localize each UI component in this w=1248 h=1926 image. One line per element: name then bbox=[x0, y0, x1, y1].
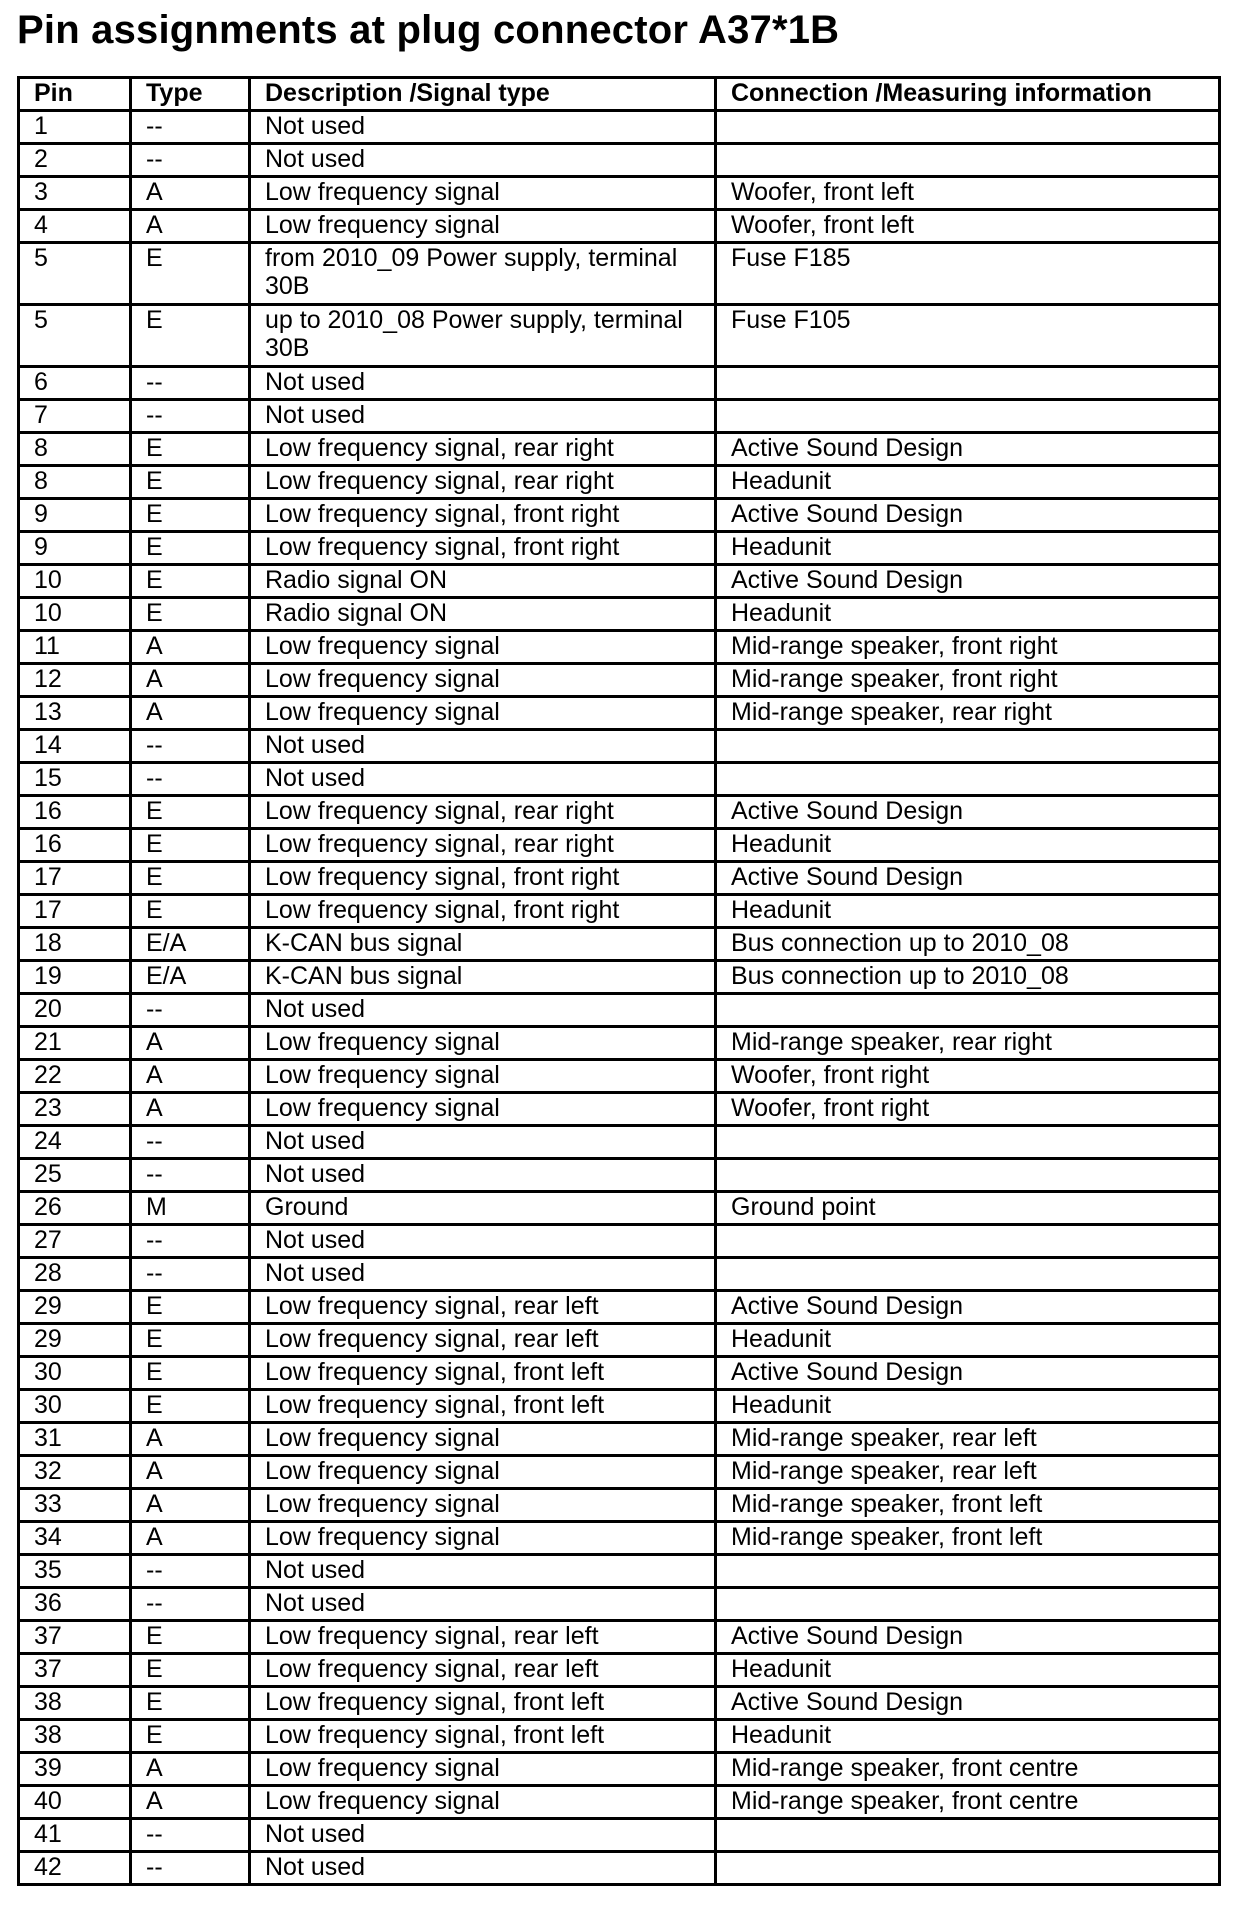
type-cell: E bbox=[131, 499, 250, 532]
type-cell: A bbox=[131, 697, 250, 730]
table-row bbox=[19, 1060, 1220, 1093]
type-cell: A bbox=[131, 1489, 250, 1522]
connection-cell bbox=[716, 730, 1220, 763]
type-cell: -- bbox=[131, 1126, 250, 1159]
table-row bbox=[19, 1027, 1220, 1060]
type-cell: E bbox=[131, 243, 250, 305]
type-cell: A bbox=[131, 1060, 250, 1093]
table-row bbox=[19, 763, 1220, 796]
description-cell: Low frequency signal, front right bbox=[250, 499, 716, 532]
table-row bbox=[19, 433, 1220, 466]
table-row bbox=[19, 796, 1220, 829]
connection-cell: Headunit bbox=[716, 895, 1220, 928]
description-cell: Not used bbox=[250, 1588, 716, 1621]
description-cell: Not used bbox=[250, 1258, 716, 1291]
type-cell: -- bbox=[131, 400, 250, 433]
description-cell: Not used bbox=[250, 763, 716, 796]
description-cell: Low frequency signal, front left bbox=[250, 1390, 716, 1423]
description-cell: Low frequency signal bbox=[250, 1093, 716, 1126]
table-row bbox=[19, 598, 1220, 631]
table-row bbox=[19, 1555, 1220, 1588]
type-cell: -- bbox=[131, 1258, 250, 1291]
description-cell: K-CAN bus signal bbox=[250, 961, 716, 994]
description-cell: Low frequency signal, front right bbox=[250, 862, 716, 895]
type-cell: -- bbox=[131, 111, 250, 144]
description-cell: Low frequency signal bbox=[250, 1456, 716, 1489]
type-cell: E bbox=[131, 895, 250, 928]
type-cell: -- bbox=[131, 763, 250, 796]
pin-cell: 38 bbox=[19, 1687, 131, 1720]
connection-cell: Active Sound Design bbox=[716, 1687, 1220, 1720]
type-cell: E bbox=[131, 1687, 250, 1720]
table-row bbox=[19, 1654, 1220, 1687]
table-row bbox=[19, 305, 1220, 367]
connection-cell: Mid-range speaker, front left bbox=[716, 1522, 1220, 1555]
connection-cell: Woofer, front right bbox=[716, 1093, 1220, 1126]
pin-cell: 5 bbox=[19, 243, 131, 305]
header-description: Description /Signal type bbox=[250, 78, 716, 111]
description-cell: Not used bbox=[250, 1852, 716, 1885]
connection-cell: Headunit bbox=[716, 1324, 1220, 1357]
table-row bbox=[19, 1192, 1220, 1225]
header-connection: Connection /Measuring information bbox=[716, 78, 1220, 111]
table-row bbox=[19, 1390, 1220, 1423]
connection-cell: Fuse F185 bbox=[716, 243, 1220, 305]
connection-cell: Woofer, front right bbox=[716, 1060, 1220, 1093]
connection-cell: Mid-range speaker, rear left bbox=[716, 1423, 1220, 1456]
table-row bbox=[19, 1225, 1220, 1258]
pin-cell: 14 bbox=[19, 730, 131, 763]
description-cell: Not used bbox=[250, 111, 716, 144]
connection-cell: Mid-range speaker, rear left bbox=[716, 1456, 1220, 1489]
type-cell: E bbox=[131, 565, 250, 598]
description-cell: Low frequency signal bbox=[250, 1786, 716, 1819]
type-cell: -- bbox=[131, 1555, 250, 1588]
connection-cell: Headunit bbox=[716, 598, 1220, 631]
pin-cell: 32 bbox=[19, 1456, 131, 1489]
connection-cell bbox=[716, 763, 1220, 796]
connection-cell bbox=[716, 400, 1220, 433]
table-header-row bbox=[19, 78, 1220, 111]
pin-cell: 24 bbox=[19, 1126, 131, 1159]
header-type: Type bbox=[131, 78, 250, 111]
table-row bbox=[19, 829, 1220, 862]
pin-cell: 26 bbox=[19, 1192, 131, 1225]
connection-cell bbox=[716, 1819, 1220, 1852]
connection-cell: Active Sound Design bbox=[716, 1357, 1220, 1390]
description-cell: Low frequency signal bbox=[250, 1060, 716, 1093]
type-cell: E bbox=[131, 466, 250, 499]
table-row bbox=[19, 1324, 1220, 1357]
table-row bbox=[19, 1819, 1220, 1852]
type-cell: E bbox=[131, 433, 250, 466]
type-cell: A bbox=[131, 1753, 250, 1786]
type-cell: M bbox=[131, 1192, 250, 1225]
pin-assignment-table bbox=[17, 76, 1221, 1886]
pin-cell: 10 bbox=[19, 598, 131, 631]
pin-cell: 29 bbox=[19, 1324, 131, 1357]
description-cell: Ground bbox=[250, 1192, 716, 1225]
pin-cell: 3 bbox=[19, 177, 131, 210]
connection-cell: Mid-range speaker, rear right bbox=[716, 1027, 1220, 1060]
pin-cell: 40 bbox=[19, 1786, 131, 1819]
page-title: Pin assignments at plug connector A37*1B bbox=[17, 8, 840, 52]
type-cell: -- bbox=[131, 1159, 250, 1192]
description-cell: Not used bbox=[250, 1159, 716, 1192]
description-cell: Low frequency signal bbox=[250, 1027, 716, 1060]
description-cell: K-CAN bus signal bbox=[250, 928, 716, 961]
pin-cell: 15 bbox=[19, 763, 131, 796]
pin-cell: 1 bbox=[19, 111, 131, 144]
description-cell: Low frequency signal, front right bbox=[250, 532, 716, 565]
pin-cell: 8 bbox=[19, 433, 131, 466]
pin-cell: 19 bbox=[19, 961, 131, 994]
type-cell: -- bbox=[131, 367, 250, 400]
table-row bbox=[19, 1357, 1220, 1390]
type-cell: A bbox=[131, 1456, 250, 1489]
description-cell: Not used bbox=[250, 1819, 716, 1852]
pin-cell: 16 bbox=[19, 796, 131, 829]
description-cell: Not used bbox=[250, 994, 716, 1027]
type-cell: A bbox=[131, 631, 250, 664]
table-row bbox=[19, 367, 1220, 400]
connection-cell: Headunit bbox=[716, 1654, 1220, 1687]
table-row bbox=[19, 177, 1220, 210]
pin-cell: 20 bbox=[19, 994, 131, 1027]
table-row bbox=[19, 144, 1220, 177]
pin-cell: 9 bbox=[19, 532, 131, 565]
connection-cell: Active Sound Design bbox=[716, 1291, 1220, 1324]
description-cell: Low frequency signal, rear left bbox=[250, 1621, 716, 1654]
connection-cell: Active Sound Design bbox=[716, 796, 1220, 829]
type-cell: E bbox=[131, 829, 250, 862]
description-cell: Low frequency signal, front left bbox=[250, 1720, 716, 1753]
description-cell: from 2010_09 Power supply, terminal 30B bbox=[250, 243, 716, 305]
type-cell: E bbox=[131, 305, 250, 367]
description-cell: Radio signal ON bbox=[250, 565, 716, 598]
pin-cell: 10 bbox=[19, 565, 131, 598]
description-cell: Low frequency signal, rear right bbox=[250, 466, 716, 499]
connection-cell bbox=[716, 1852, 1220, 1885]
description-cell: Low frequency signal bbox=[250, 1489, 716, 1522]
table-row bbox=[19, 895, 1220, 928]
description-cell: Low frequency signal bbox=[250, 210, 716, 243]
pin-cell: 37 bbox=[19, 1654, 131, 1687]
description-cell: Not used bbox=[250, 144, 716, 177]
description-cell: Low frequency signal, rear left bbox=[250, 1291, 716, 1324]
connection-cell: Active Sound Design bbox=[716, 433, 1220, 466]
type-cell: -- bbox=[131, 1588, 250, 1621]
table-row bbox=[19, 1126, 1220, 1159]
description-cell: Low frequency signal bbox=[250, 631, 716, 664]
connection-cell bbox=[716, 144, 1220, 177]
type-cell: E bbox=[131, 1720, 250, 1753]
type-cell: -- bbox=[131, 730, 250, 763]
description-cell: Not used bbox=[250, 400, 716, 433]
type-cell: A bbox=[131, 1423, 250, 1456]
description-cell: up to 2010_08 Power supply, terminal 30B bbox=[250, 305, 716, 367]
description-cell: Low frequency signal bbox=[250, 1522, 716, 1555]
type-cell: E/A bbox=[131, 961, 250, 994]
table-row bbox=[19, 1687, 1220, 1720]
connection-cell: Active Sound Design bbox=[716, 862, 1220, 895]
table-row bbox=[19, 664, 1220, 697]
type-cell: E bbox=[131, 1357, 250, 1390]
table-row bbox=[19, 111, 1220, 144]
pin-cell: 35 bbox=[19, 1555, 131, 1588]
table-row bbox=[19, 1489, 1220, 1522]
pin-cell: 27 bbox=[19, 1225, 131, 1258]
pin-cell: 6 bbox=[19, 367, 131, 400]
pin-cell: 29 bbox=[19, 1291, 131, 1324]
table-row bbox=[19, 862, 1220, 895]
connection-cell: Active Sound Design bbox=[716, 499, 1220, 532]
description-cell: Not used bbox=[250, 1555, 716, 1588]
description-cell: Low frequency signal, front left bbox=[250, 1687, 716, 1720]
table-row bbox=[19, 697, 1220, 730]
table-row bbox=[19, 400, 1220, 433]
description-cell: Not used bbox=[250, 367, 716, 400]
type-cell: A bbox=[131, 210, 250, 243]
pin-cell: 31 bbox=[19, 1423, 131, 1456]
table-row bbox=[19, 730, 1220, 763]
description-cell: Not used bbox=[250, 1126, 716, 1159]
table-row bbox=[19, 210, 1220, 243]
pin-cell: 8 bbox=[19, 466, 131, 499]
pin-cell: 21 bbox=[19, 1027, 131, 1060]
table-row bbox=[19, 1159, 1220, 1192]
pin-cell: 28 bbox=[19, 1258, 131, 1291]
connection-cell: Woofer, front left bbox=[716, 210, 1220, 243]
pin-cell: 13 bbox=[19, 697, 131, 730]
type-cell: E bbox=[131, 796, 250, 829]
type-cell: A bbox=[131, 177, 250, 210]
type-cell: -- bbox=[131, 1852, 250, 1885]
table-row bbox=[19, 1753, 1220, 1786]
pin-cell: 41 bbox=[19, 1819, 131, 1852]
pin-cell: 17 bbox=[19, 895, 131, 928]
connection-cell: Fuse F105 bbox=[716, 305, 1220, 367]
pin-cell: 37 bbox=[19, 1621, 131, 1654]
table-row bbox=[19, 994, 1220, 1027]
type-cell: E bbox=[131, 1324, 250, 1357]
table-row bbox=[19, 243, 1220, 305]
table-row bbox=[19, 1720, 1220, 1753]
table-row bbox=[19, 532, 1220, 565]
type-cell: A bbox=[131, 1093, 250, 1126]
connection-cell: Active Sound Design bbox=[716, 1621, 1220, 1654]
connection-cell: Mid-range speaker, rear right bbox=[716, 697, 1220, 730]
pin-cell: 7 bbox=[19, 400, 131, 433]
description-cell: Low frequency signal bbox=[250, 1753, 716, 1786]
description-cell: Low frequency signal, front left bbox=[250, 1357, 716, 1390]
connection-cell: Bus connection up to 2010_08 bbox=[716, 961, 1220, 994]
type-cell: E bbox=[131, 1621, 250, 1654]
description-cell: Low frequency signal bbox=[250, 1423, 716, 1456]
pin-cell: 33 bbox=[19, 1489, 131, 1522]
pin-cell: 25 bbox=[19, 1159, 131, 1192]
pin-cell: 16 bbox=[19, 829, 131, 862]
connection-cell: Mid-range speaker, front centre bbox=[716, 1786, 1220, 1819]
pin-cell: 39 bbox=[19, 1753, 131, 1786]
table-row bbox=[19, 499, 1220, 532]
connection-cell: Active Sound Design bbox=[716, 565, 1220, 598]
pin-cell: 18 bbox=[19, 928, 131, 961]
description-cell: Low frequency signal bbox=[250, 177, 716, 210]
type-cell: A bbox=[131, 1027, 250, 1060]
table-row bbox=[19, 1588, 1220, 1621]
connection-cell: Mid-range speaker, front centre bbox=[716, 1753, 1220, 1786]
type-cell: -- bbox=[131, 994, 250, 1027]
type-cell: E bbox=[131, 1390, 250, 1423]
connection-cell bbox=[716, 1555, 1220, 1588]
description-cell: Not used bbox=[250, 730, 716, 763]
connection-cell: Headunit bbox=[716, 1390, 1220, 1423]
table-row bbox=[19, 466, 1220, 499]
pin-cell: 11 bbox=[19, 631, 131, 664]
connection-cell: Mid-range speaker, front right bbox=[716, 664, 1220, 697]
table-row bbox=[19, 1258, 1220, 1291]
connection-cell: Headunit bbox=[716, 532, 1220, 565]
description-cell: Low frequency signal bbox=[250, 664, 716, 697]
table-row bbox=[19, 1852, 1220, 1885]
connection-cell bbox=[716, 1588, 1220, 1621]
pin-cell: 36 bbox=[19, 1588, 131, 1621]
connection-cell: Mid-range speaker, front left bbox=[716, 1489, 1220, 1522]
connection-cell: Bus connection up to 2010_08 bbox=[716, 928, 1220, 961]
pin-cell: 2 bbox=[19, 144, 131, 177]
type-cell: E bbox=[131, 598, 250, 631]
table-row bbox=[19, 1423, 1220, 1456]
table-row bbox=[19, 1291, 1220, 1324]
description-cell: Low frequency signal, front right bbox=[250, 895, 716, 928]
connection-cell: Headunit bbox=[716, 829, 1220, 862]
table-row bbox=[19, 1621, 1220, 1654]
description-cell: Low frequency signal bbox=[250, 697, 716, 730]
pin-cell: 4 bbox=[19, 210, 131, 243]
header-pin: Pin bbox=[19, 78, 131, 111]
connection-cell bbox=[716, 1126, 1220, 1159]
connection-cell bbox=[716, 1258, 1220, 1291]
pin-cell: 23 bbox=[19, 1093, 131, 1126]
connection-cell bbox=[716, 367, 1220, 400]
connection-cell: Woofer, front left bbox=[716, 177, 1220, 210]
description-cell: Radio signal ON bbox=[250, 598, 716, 631]
type-cell: A bbox=[131, 1786, 250, 1819]
pin-cell: 12 bbox=[19, 664, 131, 697]
description-cell: Low frequency signal, rear right bbox=[250, 796, 716, 829]
type-cell: E bbox=[131, 862, 250, 895]
connection-cell: Ground point bbox=[716, 1192, 1220, 1225]
table-row bbox=[19, 961, 1220, 994]
type-cell: E bbox=[131, 532, 250, 565]
table-row bbox=[19, 1522, 1220, 1555]
pin-cell: 30 bbox=[19, 1390, 131, 1423]
type-cell: E bbox=[131, 1291, 250, 1324]
description-cell: Low frequency signal, rear right bbox=[250, 433, 716, 466]
type-cell: A bbox=[131, 1522, 250, 1555]
connection-cell: Headunit bbox=[716, 466, 1220, 499]
type-cell: -- bbox=[131, 1819, 250, 1852]
connection-cell bbox=[716, 994, 1220, 1027]
pin-cell: 17 bbox=[19, 862, 131, 895]
table-row bbox=[19, 928, 1220, 961]
pin-cell: 30 bbox=[19, 1357, 131, 1390]
pin-cell: 5 bbox=[19, 305, 131, 367]
table-row bbox=[19, 1093, 1220, 1126]
pin-cell: 9 bbox=[19, 499, 131, 532]
type-cell: -- bbox=[131, 1225, 250, 1258]
connection-cell bbox=[716, 111, 1220, 144]
pin-cell: 38 bbox=[19, 1720, 131, 1753]
table-row bbox=[19, 1786, 1220, 1819]
type-cell: -- bbox=[131, 144, 250, 177]
table-row bbox=[19, 1456, 1220, 1489]
connection-cell: Mid-range speaker, front right bbox=[716, 631, 1220, 664]
description-cell: Not used bbox=[250, 1225, 716, 1258]
table-row bbox=[19, 631, 1220, 664]
pin-cell: 42 bbox=[19, 1852, 131, 1885]
connection-cell bbox=[716, 1225, 1220, 1258]
table-row bbox=[19, 565, 1220, 598]
type-cell: E bbox=[131, 1654, 250, 1687]
connection-cell bbox=[716, 1159, 1220, 1192]
type-cell: E/A bbox=[131, 928, 250, 961]
pin-cell: 34 bbox=[19, 1522, 131, 1555]
description-cell: Low frequency signal, rear left bbox=[250, 1324, 716, 1357]
pin-cell: 22 bbox=[19, 1060, 131, 1093]
description-cell: Low frequency signal, rear right bbox=[250, 829, 716, 862]
connection-cell: Headunit bbox=[716, 1720, 1220, 1753]
description-cell: Low frequency signal, rear left bbox=[250, 1654, 716, 1687]
table-body bbox=[19, 111, 1220, 1885]
type-cell: A bbox=[131, 664, 250, 697]
